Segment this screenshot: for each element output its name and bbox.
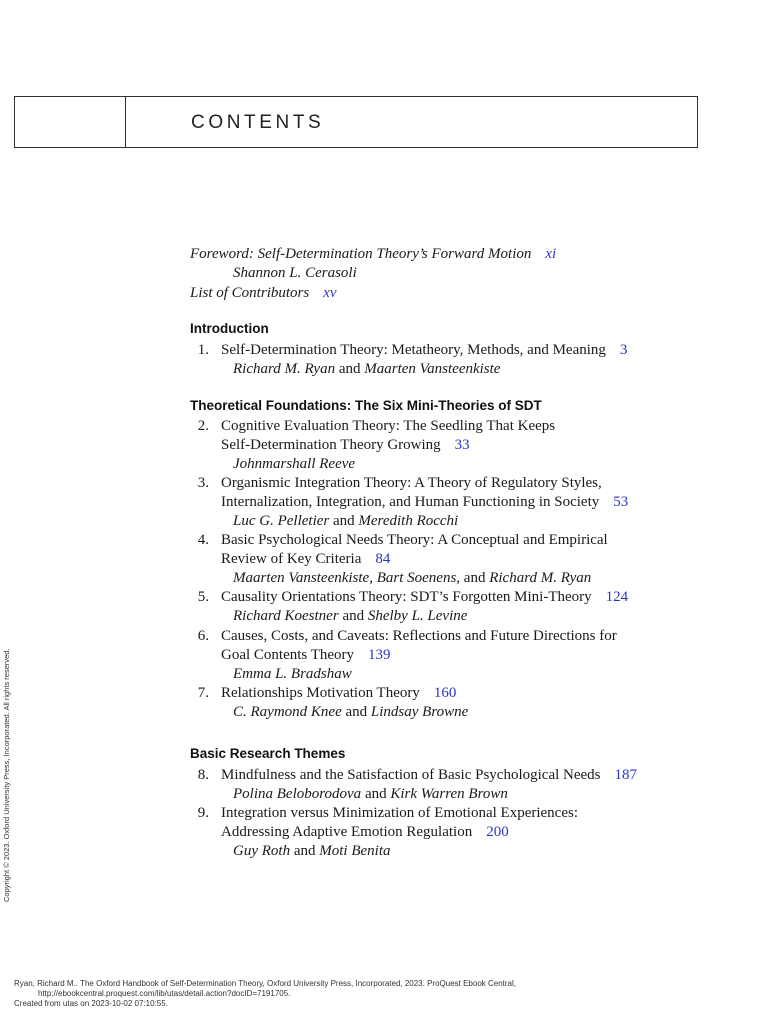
section-heading-research: Basic Research Themes [190,746,346,761]
chapter-authors [233,455,355,474]
chapter-title-line [221,804,578,823]
chapter-page-link[interactable]: 53 [613,494,629,510]
chapter-authors [233,703,468,722]
chapter-title-line [221,823,509,842]
chapter-number: 6. [197,628,209,644]
chapter-title-text: Cognitive Evaluation Theory: The Seedling That Keeps [221,418,556,434]
chapter-page-link[interactable]: 33 [454,437,470,453]
chapter-title-text: Self-Determination Theory: Metatheory, Methods, and Meaning [221,342,606,358]
chapter-authors [233,569,591,588]
author-name: Richard Koestner [233,608,339,624]
contributors-title: List of Contributors [190,285,310,301]
chapter-title-text: Integration versus Minimization of Emotional Experiences: [221,805,578,821]
chapter-page-link[interactable]: 124 [605,589,629,605]
chapter-number: 8. [197,767,209,783]
chapter-page-link[interactable]: 84 [375,551,391,567]
author-name: Luc G. Pelletier [233,513,330,529]
footer-citation-line1: Ryan, Richard M.. The Oxford Handbook of Self-Determination Theory, Oxford University Press, Incorporated, 2023. ProQuest Ebook Central, [14,979,517,988]
author-connector: and [290,843,320,859]
author-name: Richard M. Ryan [489,570,592,586]
chapter-number: 7. [197,685,209,701]
author-name: Meredith Rocchi [358,513,459,529]
author-connector: and [335,361,365,377]
author-connector: and [341,704,371,720]
chapter-title-line [221,341,627,360]
copyright-sidebar: Copyright © 2023. Oxford University Press, Incorporated. All rights reserved. [2,648,11,902]
author-name: C. Raymond Knee [233,704,342,720]
contributors-page-link[interactable]: xv [323,285,337,301]
chapter-title-line [221,493,628,512]
footer-created: Created from utas on 2023-10-02 07:10:55. [14,999,168,1008]
chapter-title-line [221,646,391,665]
chapter-number: 4. [197,532,209,548]
foreword-page-link[interactable]: xi [545,246,557,262]
author-name: Richard M. Ryan [233,361,336,377]
chapter-title-line [221,436,470,455]
author-name: Guy Roth [233,843,291,859]
chapter-page-link[interactable]: 200 [486,824,509,840]
chapter-title-text: Organismic Integration Theory: A Theory of Regulatory Styles, [221,475,602,491]
chapter-title-text: Basic Psychological Needs Theory: A Conceptual and Empirical [221,532,608,548]
chapter-title-line [221,588,628,607]
foreword-author: Shannon L. Cerasoli [233,265,357,281]
chapter-title-text: Self-Determination Theory Growing [221,437,441,453]
toc-entry-foreword[interactable] [190,245,556,264]
chapter-title-line [221,766,637,785]
toc-entry-contributors[interactable] [190,284,337,303]
author-connector: and [338,608,368,624]
author-name: Moti Benita [319,843,391,859]
chapter-title-line [221,531,608,550]
author-name: Emma L. Bradshaw [233,666,352,682]
chapter-number: 3. [197,475,209,491]
chapter-title-line [221,550,390,569]
chapter-authors [233,607,467,626]
chapter-page-link[interactable]: 3 [619,342,628,358]
chapter-authors [233,360,500,379]
chapter-page-link[interactable]: 160 [433,685,457,701]
chapter-page-link[interactable]: 139 [368,647,391,663]
chapter-authors [233,665,352,684]
author-connector: , and [456,570,490,586]
chapter-title-text: Relationships Motivation Theory [221,685,420,701]
page-title: CONTENTS [191,112,325,133]
chapter-number: 5. [197,589,209,605]
section-heading-foundations: Theoretical Foundations: The Six Mini-Theories of SDT [190,398,542,413]
chapter-title-text: Causes, Costs, and Caveats: Reflections and Future Directions for [221,628,617,644]
author-name: Polina Beloborodova [233,786,362,802]
chapter-title-line [221,627,617,646]
author-name: Maarten Vansteenkiste [364,361,501,377]
author-name: Maarten Vansteenkiste, Bart Soenens [233,570,457,586]
chapter-authors [233,842,391,861]
chapter-number: 2. [197,418,209,434]
section-heading-introduction: Introduction [190,321,269,336]
author-connector: and [329,513,359,529]
chapter-title-line [221,474,602,493]
chapter-authors [233,785,508,804]
chapter-authors [233,512,458,531]
header-divider [125,97,126,147]
chapter-title-text: Internalization, Integration, and Human Functioning in Society [221,494,600,510]
chapter-title-text: Causality Orientations Theory: SDT’s Forgotten Mini-Theory [221,589,592,605]
foreword-title: Foreword: Self-Determination Theory’s Forward Motion [190,246,532,262]
author-name: Shelby L. Levine [367,608,468,624]
footer-citation-url[interactable]: http://ebookcentral.proquest.com/lib/utas/detail.action?docID=7191705. [38,989,291,998]
chapter-number: 1. [197,342,209,358]
chapter-title-line [221,684,456,703]
author-name: Kirk Warren Brown [390,786,508,802]
author-name: Lindsay Browne [370,704,469,720]
author-name: Johnmarshall Reeve [233,456,356,472]
chapter-page-link[interactable]: 187 [614,767,638,783]
chapter-title-text: Mindfulness and the Satisfaction of Basic Psychological Needs [221,767,601,783]
chapter-title-text: Review of Key Criteria [221,551,362,567]
chapter-title-text: Addressing Adaptive Emotion Regulation [221,824,473,840]
chapter-number: 9. [197,805,209,821]
contents-header-box [14,96,698,148]
author-connector: and [361,786,391,802]
chapter-title-line [221,417,555,436]
chapter-title-text: Goal Contents Theory [221,647,355,663]
